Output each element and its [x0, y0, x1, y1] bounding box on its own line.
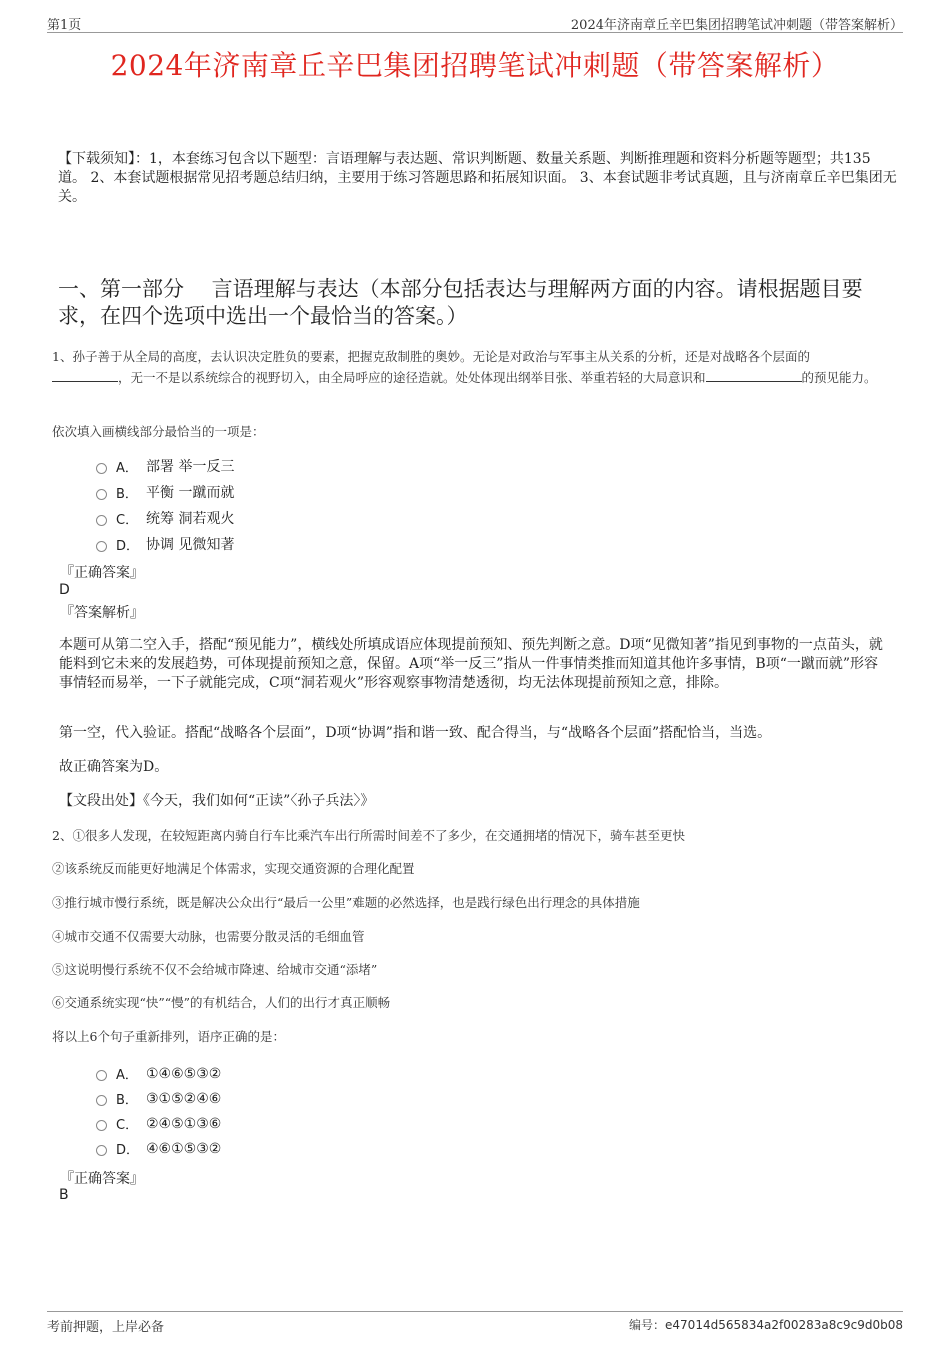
document-title: 2024年济南章丘辛巴集团招聘笔试冲刺题（带答案解析）	[110, 49, 840, 82]
page-footer	[47, 1311, 903, 1336]
radio-icon[interactable]	[96, 1095, 107, 1106]
q2-option-a[interactable]: A． ①④⑥⑤③②	[96, 1064, 221, 1083]
section-heading: 一、第一部分 言语理解与表达（本部分包括表达与理解两方面的内容。请根据题目要求，在四个选项中选出一个最恰当的答案。）	[58, 277, 863, 328]
q1-option-a[interactable]: A． 部署 举一反三	[96, 456, 234, 476]
q2-line-2: ②该系统反而能更好地满足个体需求，实现交通资源的合理化配置	[52, 861, 415, 876]
q2-option-b[interactable]: B． ③①⑤②④⑥	[96, 1089, 221, 1108]
q2-prompt: 将以上6个句子重新排列，语序正确的是：	[52, 1029, 285, 1044]
download-notice: 【下载须知】：1，本套练习包含以下题型：言语理解与表达题、常识判断题、数量关系题、判断推理题和资料分析题等题型；共135道。 2、本套试题根据常见招考题总结归纳，主要用于练习答题思路和拓展知识面。 3、本套试题非考试真题，且与济南章丘辛巴集团无关。	[58, 151, 897, 205]
q1-stem: 1、孙子善于从全局的高度，去认识决定胜负的要素，把握克敌制胜的奥妙。无论是对政治与军事主从关系的分析，还是对战略各个层面的 ，无一不是以系统综合的视野切入，由全局呼应的途径造就。处处体现出纲举目张、举重若轻的大局意识和 的预见能力。	[52, 349, 877, 385]
q1-prompt: 依次填入画横线部分最恰当的一项是：	[52, 424, 265, 439]
radio-icon[interactable]	[96, 515, 107, 526]
radio-icon[interactable]	[96, 489, 107, 500]
q1-option-d[interactable]: D． 协调 见微知著	[96, 534, 234, 554]
q1-analysis-1: 本题可从第二空入手，搭配“预见能力”，横线处所填成语应体现提前预知、预先判断之意。D项“见微知著”指见到事物的一点苗头，就能料到它未来的发展趋势，可体现提前预知之意，保留。A项“举一反三”指从一件事情类推而知道其他许多事情，B项“一蹴而就”形容事情轻而易举，一下子就能完成，C项“洞若观火”形容观察事物清楚透彻，均无法体现提前预知之意，排除。	[59, 637, 883, 691]
q1-source: 【文段出处】《今天，我们如何“正读”〈孙子兵法〉》	[59, 793, 375, 809]
q1-answer-title: 『正确答案』	[60, 565, 144, 581]
q1-analysis-title: 『答案解析』	[60, 605, 144, 621]
blank-2	[706, 369, 802, 382]
q2-line-4: ④城市交通不仅需要大动脉，也需要分散灵活的毛细血管	[52, 929, 365, 944]
q1-analysis-2: 第一空，代入验证。搭配“战略各个层面”，D项“协调”指和谐一致、配合得当，与“战略各个层面”搭配恰当，当选。	[59, 725, 772, 741]
q2-answer: B	[59, 1187, 69, 1203]
q2-line-5: ⑤这说明慢行系统不仅不会给城市降速、给城市交通“添堵”	[52, 962, 378, 977]
radio-icon[interactable]	[96, 1145, 107, 1156]
page-header	[47, 14, 903, 33]
q1-analysis-3: 故正确答案为D。	[59, 759, 169, 775]
page-number: 第1页	[47, 18, 82, 33]
q2-line-1: 2、①很多人发现，在较短距离内骑自行车比乘汽车出行所需时间差不了多少，在交通拥堵的情况下，骑车甚至更快	[52, 828, 685, 843]
q2-option-c[interactable]: C． ②④⑤①③⑥	[96, 1114, 221, 1133]
q1-option-b[interactable]: B． 平衡 一蹴而就	[96, 482, 234, 502]
header-doc-title: 2024年济南章丘辛巴集团招聘笔试冲刺题（带答案解析）	[570, 18, 903, 33]
q2-line-3: ③推行城市慢行系统，既是解决公众出行“最后一公里”难题的必然选择，也是践行绿色出行理念的具体措施	[52, 895, 640, 910]
q2-option-d[interactable]: D． ④⑥①⑤③②	[96, 1139, 221, 1158]
footer-slogan: 考前押题，上岸必备	[47, 1320, 165, 1335]
radio-icon[interactable]	[96, 541, 107, 552]
q2-answer-title: 『正确答案』	[60, 1171, 144, 1187]
q1-option-c[interactable]: C． 统筹 洞若观火	[96, 508, 234, 528]
footer-serial: 编号：e47014d565834a2f00283a8c9c9d0b08	[629, 1318, 903, 1332]
radio-icon[interactable]	[96, 1120, 107, 1131]
q1-answer: D	[59, 582, 70, 598]
blank-1	[52, 369, 118, 382]
q2-line-6: ⑥交通系统实现“快”“慢”的有机结合，人们的出行才真正顺畅	[52, 995, 391, 1010]
radio-icon[interactable]	[96, 1070, 107, 1081]
radio-icon[interactable]	[96, 463, 107, 474]
